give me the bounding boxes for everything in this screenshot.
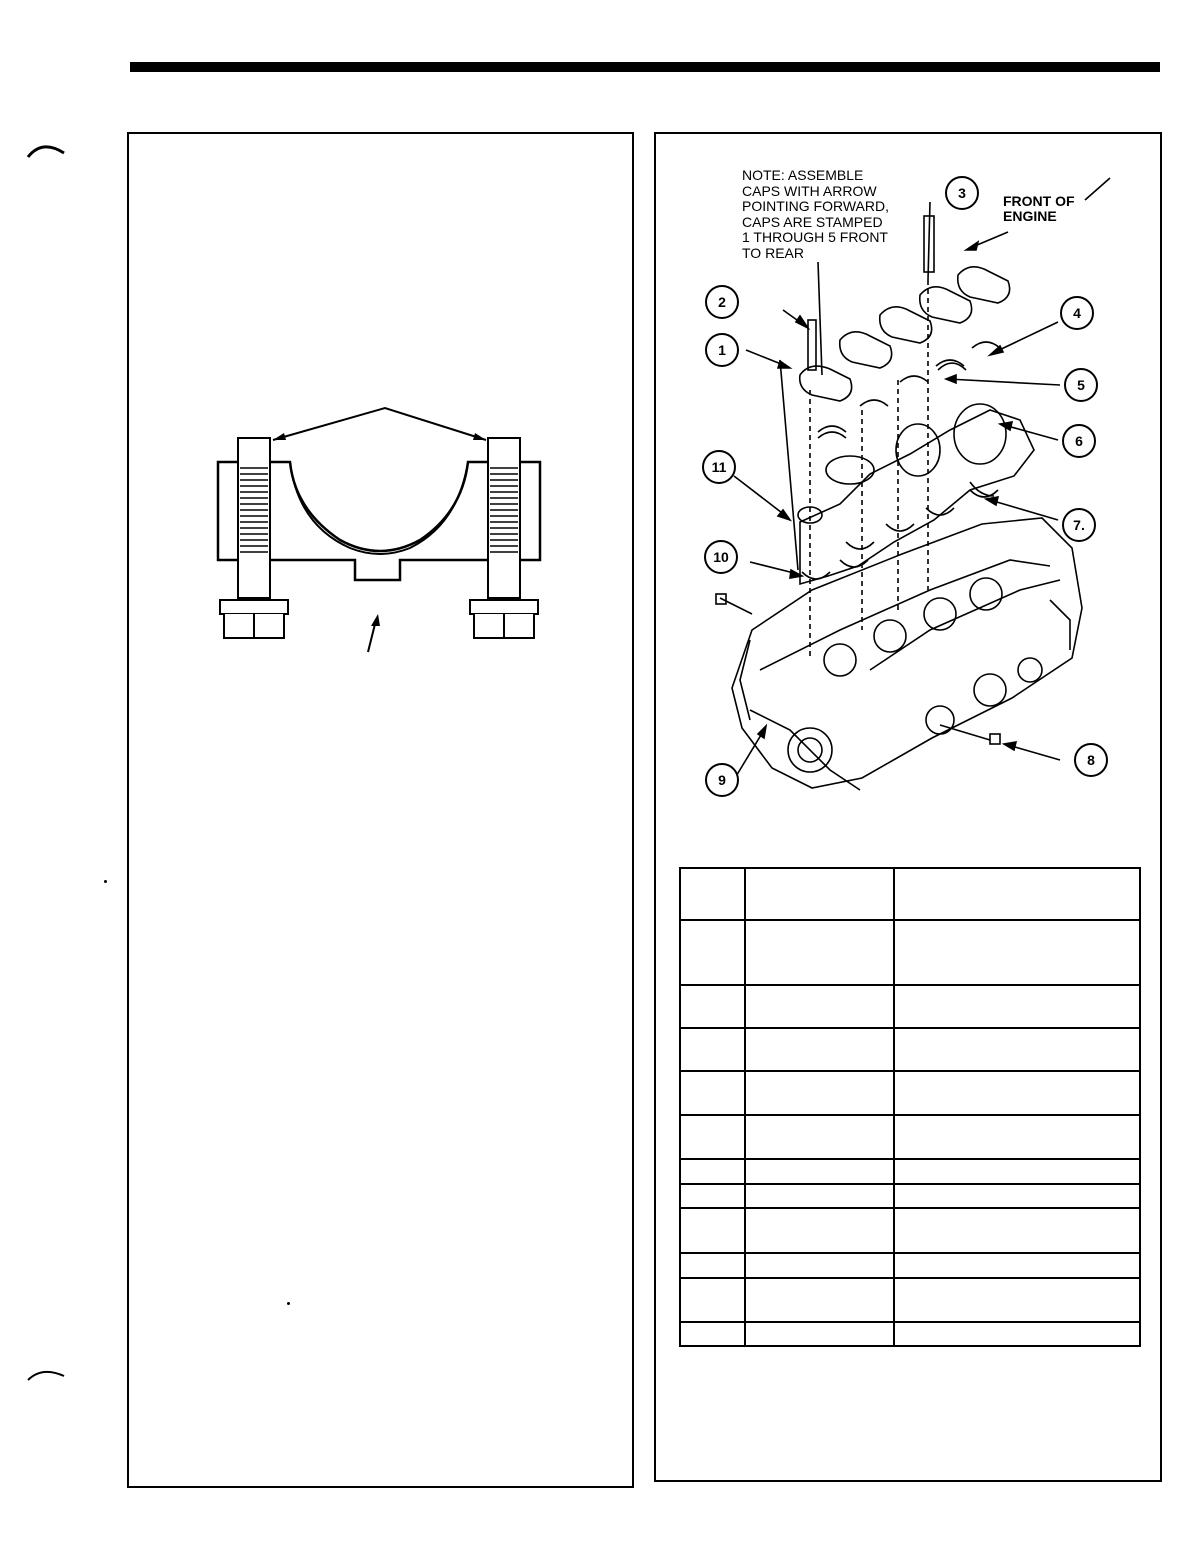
callout-5: 5 bbox=[1064, 368, 1098, 402]
callout-6: 6 bbox=[1062, 424, 1096, 458]
binder-hole-mark-bottom bbox=[20, 1360, 70, 1390]
table-row bbox=[680, 1322, 1140, 1346]
parts-table bbox=[679, 867, 1141, 1347]
table-row bbox=[680, 868, 1140, 920]
table-row bbox=[680, 985, 1140, 1028]
callout-2: 2 bbox=[705, 285, 739, 319]
engine-block-exploded-illustration bbox=[690, 167, 1130, 820]
bolt-left bbox=[238, 438, 270, 598]
callout-9: 9 bbox=[705, 763, 739, 797]
note-line: CAPS ARE STAMPED bbox=[742, 213, 883, 230]
note-line: TO REAR bbox=[742, 244, 804, 261]
table-row bbox=[680, 1278, 1140, 1322]
note-line: NOTE: ASSEMBLE bbox=[742, 167, 864, 183]
callout-10: 10 bbox=[704, 540, 738, 574]
note-line: 1 THROUGH 5 FRONT bbox=[742, 229, 888, 245]
note-line: CAPS WITH ARROW bbox=[742, 182, 877, 199]
binder-hole-mark-top bbox=[20, 135, 70, 165]
table-row bbox=[680, 1184, 1140, 1208]
front-of-engine-label: FRONT OF ENGINE bbox=[1003, 193, 1075, 224]
table-row bbox=[680, 1208, 1140, 1253]
note-line: POINTING FORWARD, bbox=[742, 198, 889, 214]
left-panel bbox=[127, 132, 634, 1488]
stray-mark bbox=[287, 1302, 290, 1305]
callout-8: 8 bbox=[1074, 743, 1108, 777]
table-row bbox=[680, 920, 1140, 985]
callout-7: 7. bbox=[1062, 508, 1096, 542]
table-row bbox=[680, 1253, 1140, 1278]
stray-mark bbox=[104, 880, 107, 883]
callout-1: 1 bbox=[705, 333, 739, 367]
table-row bbox=[680, 1071, 1140, 1115]
callout-3: 3 bbox=[945, 176, 979, 210]
callout-11: 11 bbox=[702, 450, 736, 484]
table-row bbox=[680, 1028, 1140, 1071]
table-row bbox=[680, 1115, 1140, 1159]
header-rule bbox=[130, 62, 1160, 72]
table-row bbox=[680, 1159, 1140, 1184]
leader-line-bolts bbox=[273, 408, 486, 440]
bolt-right bbox=[488, 438, 520, 598]
callout-4: 4 bbox=[1060, 296, 1094, 330]
bearing-cap-illustration bbox=[200, 400, 560, 660]
